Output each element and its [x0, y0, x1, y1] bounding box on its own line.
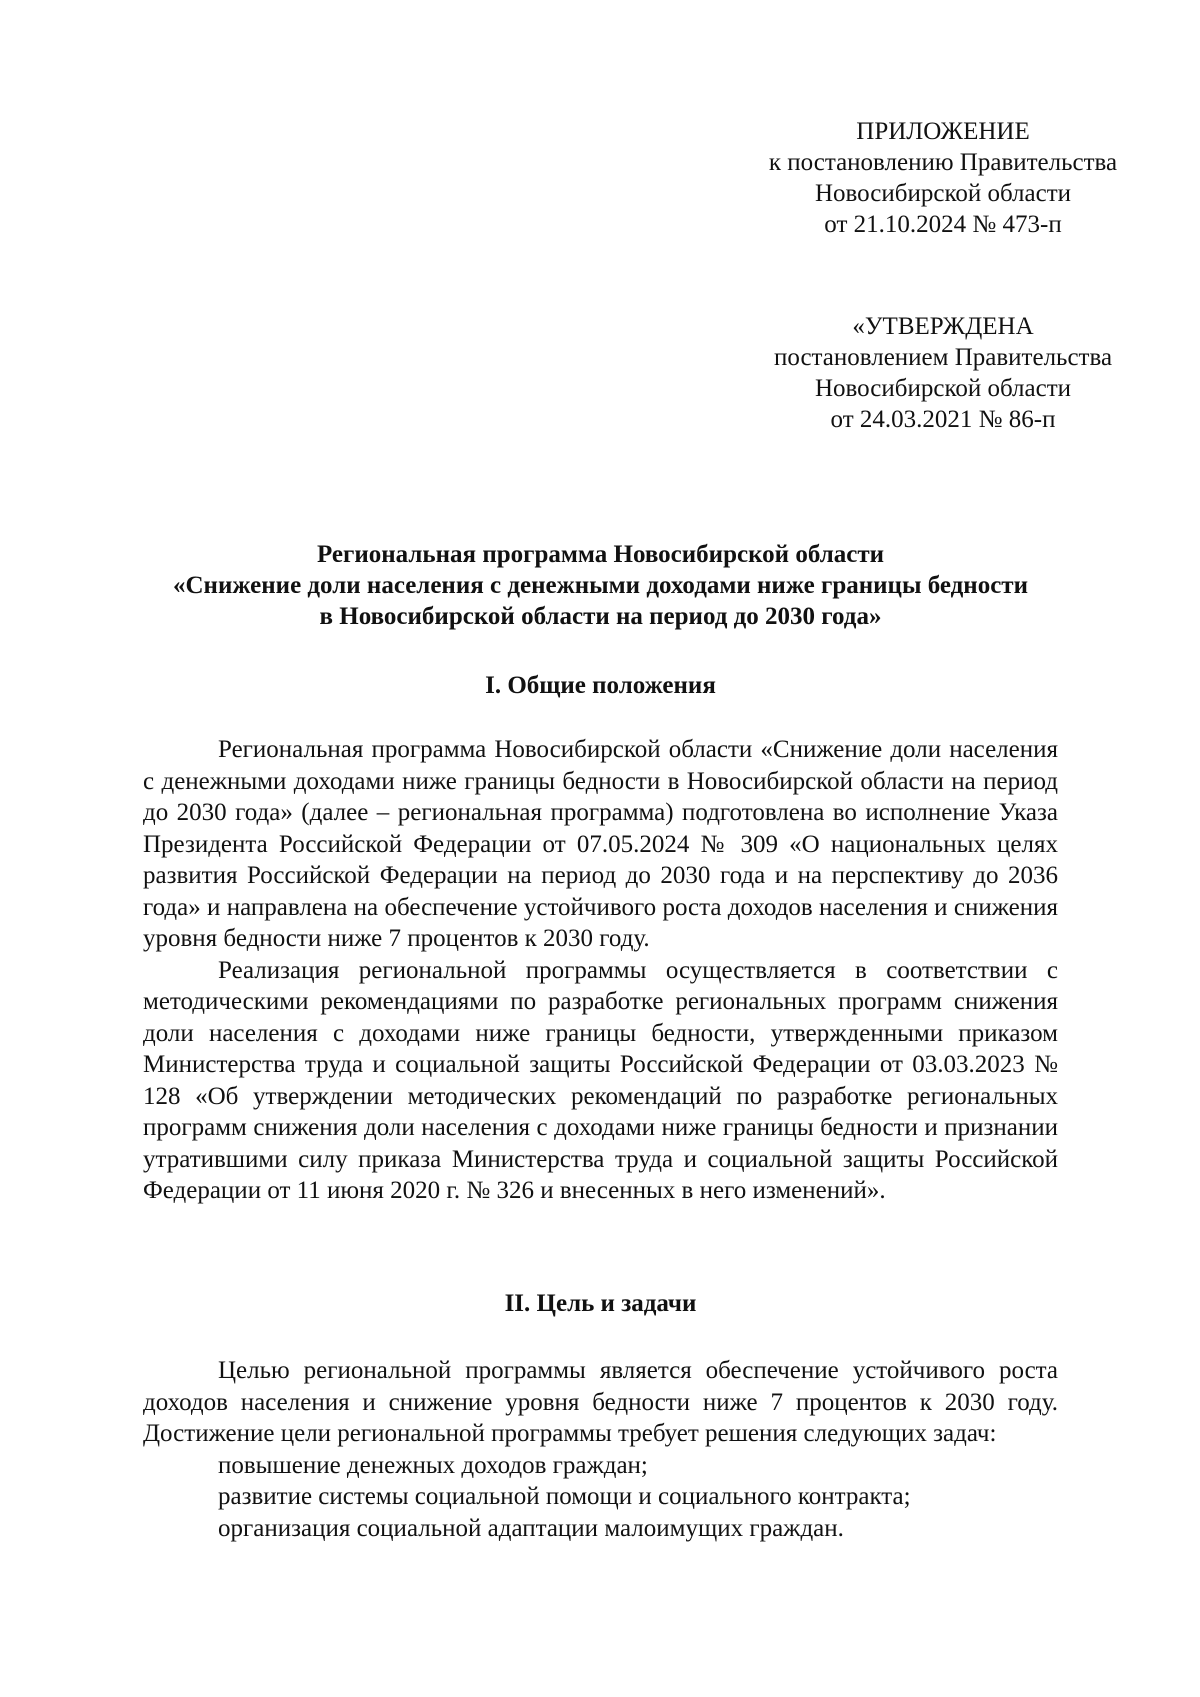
approved-stamp	[728, 311, 1158, 435]
approved-line-1: постановлением Правительства	[773, 344, 1113, 371]
task-item-2: развитие системы социальной помощи и социального контракта;	[218, 1483, 911, 1510]
section-1-paragraph-1: Региональная программа Новосибирской области «Снижение доли населения с денежными доходами ниже границы бедности в Новосибирской области на период до 2030 года» (далее – региональная программа) подготовлена во исполнение Указа Президента Российской Федерации от 07.05.2024 № 309 «О национальных целях развития Российской Федерации на период до 2030 года и на перспективу до 2036 года» и направлена на обеспечение устойчивого роста доходов населения и снижения уровня бедности ниже 7 процентов к 2030 году.	[143, 736, 1058, 952]
task-item-3: организация социальной адаптации малоимущих граждан.	[218, 1514, 844, 1542]
program-title	[143, 539, 1058, 632]
section-1-paragraph-2: Реализация региональной программы осуществляется в соответствии с методическими рекомендациями по разработке региональных программ снижения доли населения с доходами ниже границы бедности, утвержденными приказом Министерства труда и социальной защиты Российской Федерации от 03.03.2023 № 128 «Об утверждении методических рекомендаций по разработке региональных программ снижения доли населения с доходами ниже границы бедности и признании утратившими силу приказа Министерства труда и социальной защиты Российской Федерации от 11 июня 2020 г. № 326 и внесенных в него изменений».	[143, 956, 1058, 1204]
appendix-title: ПРИЛОЖЕНИЕ	[856, 118, 1030, 145]
task-item-1: повышение денежных доходов граждан;	[218, 1451, 648, 1479]
section-2-body	[143, 1355, 1058, 1544]
approved-line-3: от 24.03.2021 № 86-п	[830, 406, 1056, 433]
program-title-line-2: «Снижение доли населения с денежными доходами ниже границы бедности	[173, 572, 1028, 599]
appendix-line-3: от 21.10.2024 № 473-п	[824, 211, 1062, 238]
appendix-stamp	[728, 116, 1158, 240]
appendix-line-1: к постановлению Правительства	[768, 149, 1118, 176]
program-title-line-1: Региональная программа Новосибирской области	[316, 541, 885, 568]
section-2-paragraph-1: Целью региональной программы является обеспечение устойчивого роста доходов населения и снижение уровня бедности ниже 7 процентов к 2030 году. Достижение цели региональной программы требует решения следующих задач:	[143, 1357, 1058, 1447]
program-title-line-3: в Новосибирской области на период до 2030 года»	[319, 603, 882, 630]
approved-title: «УТВЕРЖДЕНА	[852, 313, 1034, 340]
section-1-heading: I. Общие положения	[485, 672, 716, 699]
appendix-line-2: Новосибирской области	[814, 180, 1072, 207]
section-2-heading: II. Цель и задачи	[504, 1290, 697, 1317]
section-1-body	[143, 734, 1058, 1207]
approved-line-2: Новосибирской области	[814, 375, 1072, 402]
